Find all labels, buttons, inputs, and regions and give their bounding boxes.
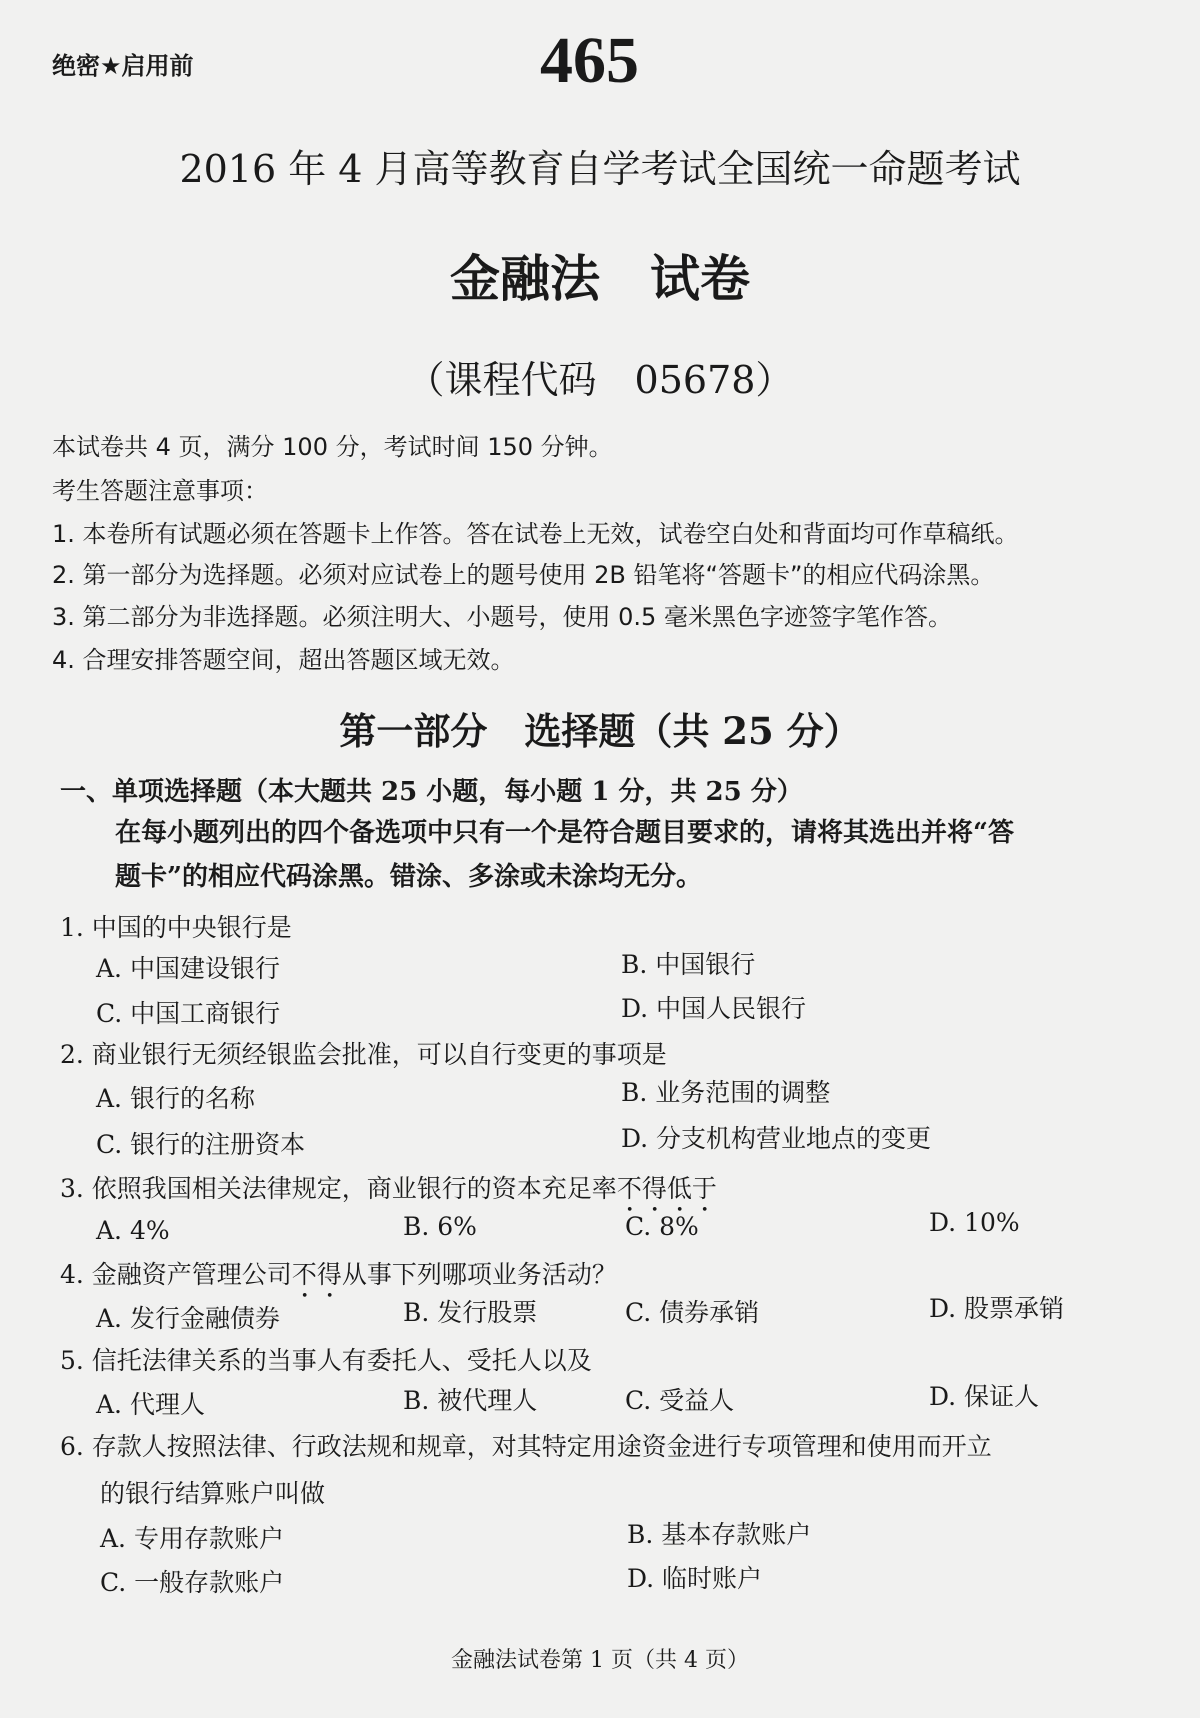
option-a: A. 中国建设银行 — [96, 954, 280, 983]
question-stem: 6. 存款人按照法律、行政法规和规章，对其特定用途资金进行专项管理和使用而开立 — [60, 1432, 992, 1461]
option-d: D. 股票承销 — [929, 1294, 1065, 1323]
exam-title: 2016 年 4 月高等教育自学考试全国统一命题考试 — [179, 147, 1021, 191]
notice-item: 3. 第二部分为非选择题。必须注明大、小题号，使用 0.5 毫米黑色字迹签字笔作答。 — [52, 603, 952, 631]
option-b: B. 被代理人 — [403, 1386, 538, 1415]
question-stem-continued: 的银行结算账户叫做 — [100, 1479, 326, 1508]
section-heading: 一、单项选择题（本大题共 25 小题，每小题 1 分，共 25 分） — [60, 777, 803, 807]
option-a: A. 专用存款账户 — [100, 1524, 284, 1553]
stem-text: 4. 金融资产管理公司 — [60, 1260, 292, 1289]
question-stem: 2. 商业银行无须经银监会批准，可以自行变更的事项是 — [60, 1040, 667, 1069]
question-stem — [60, 1174, 717, 1218]
stem-text: 从事下列哪项业务活动？ — [341, 1260, 617, 1289]
option-c: C. 受益人 — [625, 1386, 735, 1415]
subject-title: 金融法 试卷 — [450, 249, 750, 308]
option-d: D. 保证人 — [929, 1382, 1040, 1411]
page-footer: 金融法试卷第 1 页（共 4 页） — [451, 1648, 749, 1673]
option-a: A. 发行金融债券 — [96, 1304, 280, 1333]
option-c: C. 银行的注册资本 — [96, 1130, 306, 1159]
option-b: B. 发行股票 — [403, 1298, 538, 1327]
question-stem: 1. 中国的中央银行是 — [60, 913, 292, 942]
code-number: 465 — [540, 24, 639, 97]
option-a: A. 4% — [96, 1216, 170, 1245]
option-d: D. 10% — [929, 1208, 1020, 1237]
question-stem: 5. 信托法律关系的当事人有委托人、受托人以及 — [60, 1346, 592, 1375]
option-a: A. 代理人 — [96, 1390, 205, 1419]
course-code: （课程代码 05678） — [406, 358, 794, 402]
notice-title: 考生答题注意事项： — [52, 477, 268, 505]
exam-summary: 本试卷共 4 页，满分 100 分，考试时间 150 分钟。 — [52, 433, 613, 461]
notice-item: 2. 第一部分为选择题。必须对应试卷上的题号使用 2B 铅笔将“答题卡”的相应代码涂黑。 — [52, 561, 995, 589]
option-a: A. 银行的名称 — [96, 1084, 255, 1113]
option-b: B. 中国银行 — [621, 950, 756, 979]
option-c: C. 债券承销 — [625, 1298, 760, 1327]
option-b: B. 6% — [403, 1212, 477, 1241]
option-d: D. 中国人民银行 — [621, 994, 807, 1023]
section-instruction: 在每小题列出的四个备选项中只有一个是符合题目要求的，请将其选出并将“答 — [115, 818, 1014, 848]
option-b: B. 基本存款账户 — [627, 1520, 812, 1549]
stem-emphasis: 不得 — [291, 1260, 342, 1289]
option-c: C. 一般存款账户 — [100, 1568, 285, 1597]
stem-text: 3. 依照我国相关法律规定，商业银行的资本充足率 — [60, 1174, 617, 1203]
option-b: B. 业务范围的调整 — [621, 1078, 831, 1107]
option-c: C. 中国工商银行 — [96, 999, 281, 1028]
stem-emphasis: 不得低于 — [616, 1174, 717, 1203]
section-instruction: 题卡”的相应代码涂黑。错涂、多涂或未涂均无分。 — [115, 862, 702, 892]
notice-item: 1. 本卷所有试题必须在答题卡上作答。答在试卷上无效，试卷空白处和背面均可作草稿纸。 — [52, 520, 1019, 548]
option-d: D. 分支机构营业地点的变更 — [621, 1124, 932, 1153]
option-d: D. 临时账户 — [627, 1564, 763, 1593]
secret-label: 绝密★启用前 — [52, 52, 194, 80]
part1-title: 第一部分 选择题（共 25 分） — [339, 709, 861, 753]
option-c: C. 8% — [625, 1212, 699, 1241]
notice-item: 4. 合理安排答题空间，超出答题区域无效。 — [52, 646, 515, 674]
